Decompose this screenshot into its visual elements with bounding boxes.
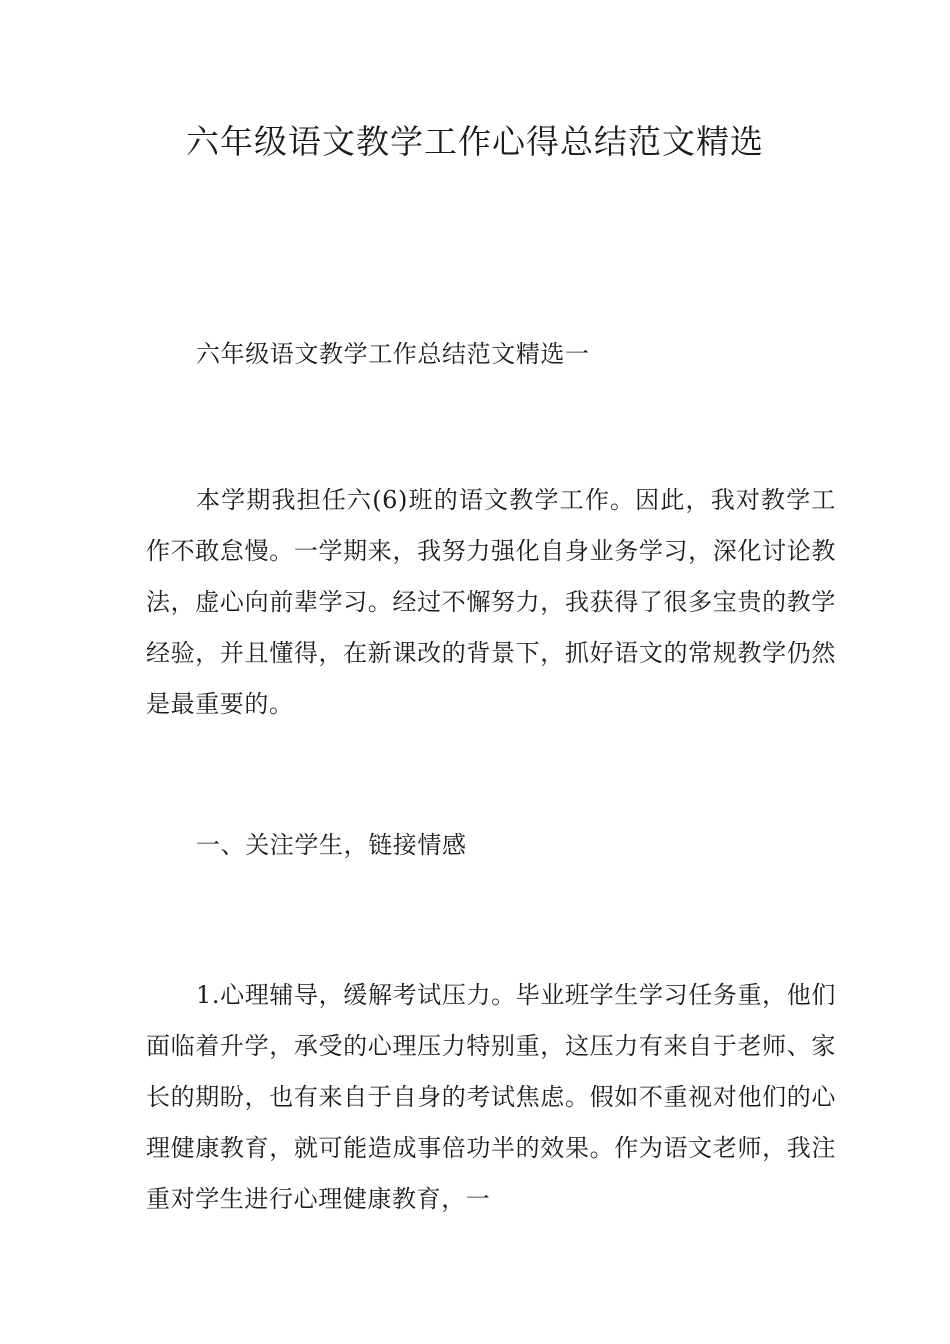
document-title: 六年级语文教学工作心得总结范文精选	[186, 122, 764, 161]
section-heading-summary-one: 六年级语文教学工作总结范文精选一	[196, 340, 590, 368]
intro-paragraph: 本学期我担任六(6)班的语文教学工作。因此，我对教学工作不敢怠慢。一学期来，我努力强化自身业务学习，深化讨论教法，虚心向前辈学习。经过不懈努力，我获得了很多宝贵的教学经验，并且懂得，在新课改的背景下，抓好语文的常规教学仍然是最重要的。	[146, 486, 836, 718]
section-heading-focus-students: 一、关注学生，链接情感	[196, 831, 467, 859]
psychological-counseling-paragraph: 1.心理辅导，缓解考试压力。毕业班学生学习任务重，他们面临着升学，承受的心理压力特别重，这压力有来自于老师、家长的期盼，也有来自于自身的考试焦虑。假如不重视对他们的心理健康教育，就可能造成事倍功半的效果。作为语文老师，我注重对学生进行心理健康教育，一	[146, 981, 836, 1213]
